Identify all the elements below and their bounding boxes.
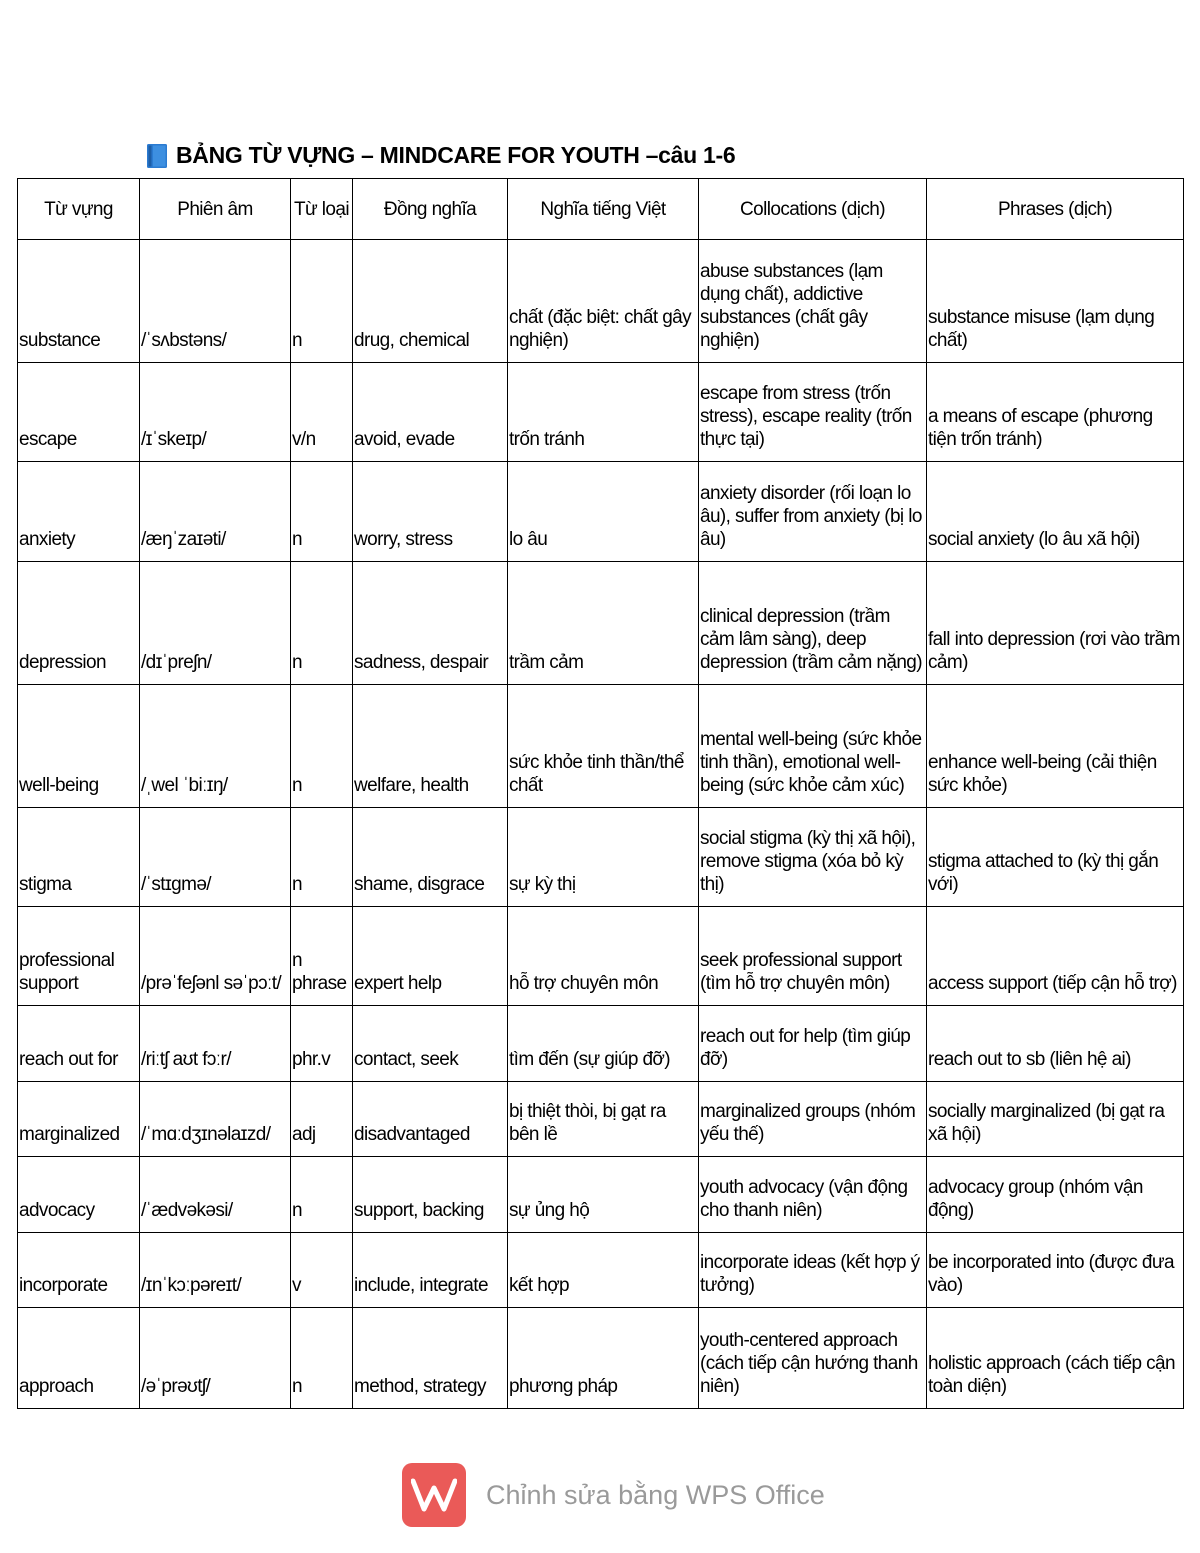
cell-word-type: n phrase [291,907,353,1006]
cell-phrases: reach out to sb (liên hệ ai) [927,1006,1184,1082]
cell-vietnamese-meaning: lo âu [508,462,699,562]
cell-phrases: holistic approach (cách tiếp cận toàn diện) [927,1308,1184,1409]
blue-book-icon [146,143,168,169]
footer-text: Chỉnh sửa bằng WPS Office [486,1479,825,1510]
cell-pronunciation: /ˈædvəkəsi/ [140,1157,291,1233]
cell-synonyms: shame, disgrace [353,808,508,907]
table-header-row [18,179,1184,240]
cell-phrases: be incorporated into (được đưa vào) [927,1233,1184,1308]
table-row [18,1082,1184,1157]
table-row [18,240,1184,363]
cell-phrases: socially marginalized (bị gạt ra xã hội) [927,1082,1184,1157]
header-tu-vung: Từ vựng [18,179,140,240]
cell-synonyms: avoid, evade [353,363,508,462]
table-row [18,808,1184,907]
cell-phrases: enhance well-being (cải thiện sức khỏe) [927,685,1184,808]
cell-synonyms: include, integrate [353,1233,508,1308]
document-title-text: BẢNG TỪ VỰNG – MINDCARE FOR YOUTH –câu 1-6 [176,142,736,168]
cell-word-type: n [291,240,353,363]
cell-word: well-being [18,685,140,808]
cell-pronunciation: /ˈsʌbstəns/ [140,240,291,363]
cell-word-type: v/n [291,363,353,462]
cell-word-type: n [291,562,353,685]
cell-synonyms: worry, stress [353,462,508,562]
cell-pronunciation: /ˈstɪgmə/ [140,808,291,907]
cell-word-type: n [291,1308,353,1409]
cell-collocations: social stigma (kỳ thị xã hội), remove stigma (xóa bỏ kỳ thị) [699,808,927,907]
document-title [146,142,735,169]
cell-collocations: youth advocacy (vận động cho thanh niên) [699,1157,927,1233]
cell-synonyms: drug, chemical [353,240,508,363]
cell-collocations: incorporate ideas (kết hợp ý tưởng) [699,1233,927,1308]
header-phien-am: Phiên âm [140,179,291,240]
header-dong-nghia: Đồng nghĩa [353,179,508,240]
cell-pronunciation: /ɪˈskeɪp/ [140,363,291,462]
cell-collocations: mental well-being (sức khỏe tinh thần), emotional well-being (sức khỏe cảm xúc) [699,685,927,808]
header-collocations: Collocations (dịch) [699,179,927,240]
cell-word-type: n [291,462,353,562]
cell-synonyms: sadness, despair [353,562,508,685]
cell-pronunciation: /ˈmɑːdʒɪnəlaɪzd/ [140,1082,291,1157]
cell-synonyms: contact, seek [353,1006,508,1082]
cell-phrases: access support (tiếp cận hỗ trợ) [927,907,1184,1006]
cell-pronunciation: /dɪˈpreʃn/ [140,562,291,685]
cell-word: professional support [18,907,140,1006]
cell-word-type: n [291,808,353,907]
cell-phrases: social anxiety (lo âu xã hội) [927,462,1184,562]
cell-vietnamese-meaning: sự kỳ thị [508,808,699,907]
cell-word-type: n [291,1157,353,1233]
cell-word: approach [18,1308,140,1409]
cell-vietnamese-meaning: sự ủng hộ [508,1157,699,1233]
cell-synonyms: disadvantaged [353,1082,508,1157]
cell-pronunciation: /ˌwel ˈbiːɪŋ/ [140,685,291,808]
cell-synonyms: support, backing [353,1157,508,1233]
cell-word: reach out for [18,1006,140,1082]
table-row [18,1157,1184,1233]
cell-pronunciation: /prəˈfeʃənl səˈpɔːt/ [140,907,291,1006]
header-tu-loai: Từ loại [291,179,353,240]
table-row [18,685,1184,808]
cell-pronunciation: /əˈprəʊtʃ/ [140,1308,291,1409]
header-phrases: Phrases (dịch) [927,179,1184,240]
cell-collocations: marginalized groups (nhóm yếu thế) [699,1082,927,1157]
cell-word-type: phr.v [291,1006,353,1082]
cell-collocations: abuse substances (lạm dụng chất), addictive substances (chất gây nghiện) [699,240,927,363]
cell-vietnamese-meaning: trốn tránh [508,363,699,462]
cell-word: escape [18,363,140,462]
cell-phrases: advocacy group (nhóm vận động) [927,1157,1184,1233]
cell-synonyms: welfare, health [353,685,508,808]
cell-vietnamese-meaning: bị thiệt thòi, bị gạt ra bên lề [508,1082,699,1157]
header-nghia-tieng-viet: Nghĩa tiếng Việt [508,179,699,240]
cell-pronunciation: /ɪnˈkɔːpəreɪt/ [140,1233,291,1308]
table-row [18,562,1184,685]
cell-phrases: stigma attached to (kỳ thị gắn với) [927,808,1184,907]
cell-vietnamese-meaning: kết hợp [508,1233,699,1308]
wps-footer [402,1463,825,1527]
cell-word: advocacy [18,1157,140,1233]
table-row [18,1308,1184,1409]
cell-vietnamese-meaning: sức khỏe tinh thần/thể chất [508,685,699,808]
cell-word: depression [18,562,140,685]
table-row [18,462,1184,562]
cell-synonyms: method, strategy [353,1308,508,1409]
cell-collocations: seek professional support (tìm hỗ trợ chuyên môn) [699,907,927,1006]
cell-word: marginalized [18,1082,140,1157]
cell-pronunciation: /riːtʃ aʊt fɔːr/ [140,1006,291,1082]
cell-pronunciation: /æŋˈzaɪəti/ [140,462,291,562]
cell-phrases: a means of escape (phương tiện trốn tránh) [927,363,1184,462]
table-row [18,907,1184,1006]
table-row [18,363,1184,462]
cell-vietnamese-meaning: chất (đặc biệt: chất gây nghiện) [508,240,699,363]
table-body [18,240,1184,1409]
table-row [18,1006,1184,1082]
cell-vietnamese-meaning: phương pháp [508,1308,699,1409]
cell-word: anxiety [18,462,140,562]
cell-vietnamese-meaning: tìm đến (sự giúp đỡ) [508,1006,699,1082]
cell-vietnamese-meaning: hỗ trợ chuyên môn [508,907,699,1006]
cell-word: incorporate [18,1233,140,1308]
cell-synonyms: expert help [353,907,508,1006]
cell-collocations: reach out for help (tìm giúp đỡ) [699,1006,927,1082]
cell-word-type: adj [291,1082,353,1157]
cell-phrases: fall into depression (rơi vào trầm cảm) [927,562,1184,685]
cell-word-type: n [291,685,353,808]
cell-phrases: substance misuse (lạm dụng chất) [927,240,1184,363]
cell-collocations: clinical depression (trầm cảm lâm sàng), deep depression (trầm cảm nặng) [699,562,927,685]
wps-logo-icon [402,1463,466,1527]
table-row [18,1233,1184,1308]
cell-collocations: youth-centered approach (cách tiếp cận hướng thanh niên) [699,1308,927,1409]
cell-vietnamese-meaning: trầm cảm [508,562,699,685]
cell-collocations: escape from stress (trốn stress), escape reality (trốn thực tại) [699,363,927,462]
cell-word: substance [18,240,140,363]
cell-word-type: v [291,1233,353,1308]
cell-word: stigma [18,808,140,907]
cell-collocations: anxiety disorder (rối loạn lo âu), suffer from anxiety (bị lo âu) [699,462,927,562]
vocabulary-table [17,178,1184,1409]
